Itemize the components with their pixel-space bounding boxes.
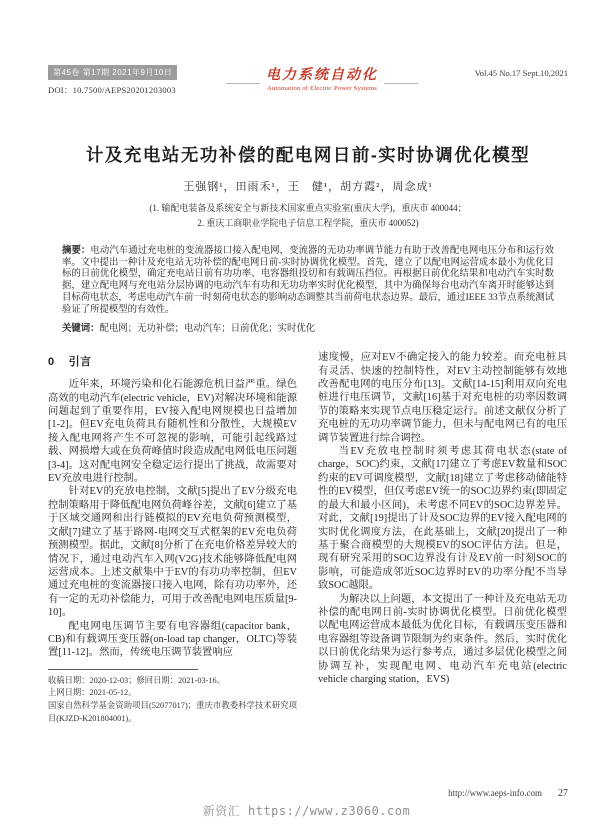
journal-header xyxy=(48,62,568,96)
issue-info-box: 第45卷 第17期 2021年9月10日 xyxy=(48,65,177,80)
journal-logo xyxy=(260,64,384,92)
keywords-text: 配电网；无功补偿；电动汽车；日前优化；实时优化 xyxy=(99,324,316,335)
abstract-text: 电动汽车通过充电桩的变流器接口接入配电网，变流器的无功功率调节能力有助于改善配电网电压分布和运行效率。文中提出一种计及充电站无功补偿的配电网日前-实时协调优化模型。首先，建立了以配电网运营成本最小为优化目标的日前优化模型，确定充电站日前有功功率、电容器组投切和有载调压挡位。再根据日前优化结果和电动汽车实时数据，建立配电网与充电站分层协调的电动汽车有功和无功功率实时优化模型，其中为确保每台电动汽车离开时能够达到目标荷电状态，考虑电动汽车前一时刻荷电状态的影响动态调整其当前荷电状态边界。最后，通过IEEE 33节点系统测试验证了所提模型的有效性。 xyxy=(62,246,554,315)
left-column xyxy=(48,351,297,725)
paragraph: 速度慢，应对EV不确定接入的能力较差。而充电桩具有灵活、快速的控制特性，对EV主动控制能够有效地改善配电网的电压分布[13]。文献[14-15]利用双向充电桩进行电压调节，文献[16]基于对充电桩的功率因数调节的策略来实现节点电压稳定运行。前述文献仅分析了充电桩的无功功率调节能力，但未与配电网已有的电压调节装置进行综合调控。 xyxy=(318,352,567,444)
affiliation-1: (1. 输配电装备及系统安全与新技术国家重点实验室(重庆大学)，重庆市 400044； xyxy=(149,203,467,213)
journal-name-cn: 电力系统自动化 xyxy=(266,68,378,83)
paragraph: 针对EV的充放电控制，文献[5]提出了EV分级充电控制策略用于降低配电网负荷峰谷差，文献[6]建立了基于区域交通网和出行链模拟的EV充电负荷预测模型，文献[7]建立了基于路网-电网交互式框架的EV充电负荷预测模型。据此，文献[8]分析了在充电价格差异较大的情况下，通过电动汽车入网(V2G)技术能够降低配电网运营成本。上述文献集中于EV的有功功率控制，但EV通过充电桩的变流器接口接入电网，除有功功率外，还有一定的无功补偿能力，可用于改善配电网电压质量[9-10]。 xyxy=(48,486,297,619)
right-column xyxy=(318,351,567,725)
footnote-online-date: 上网日期：2021-05-12。 xyxy=(48,688,137,698)
author-line: 王强钢¹，田雨禾¹，王 健¹，胡方霞²，周念成¹ xyxy=(183,181,433,193)
affiliations xyxy=(48,201,568,231)
paragraph: 配电网电压调节主要有电容器组(capacitor bank，CB)和有载调压变压器(on-load tap changer，OLTC)等装置[11-12]。然而，传统电压调节装置响应 xyxy=(48,620,297,659)
paragraph: 为解决以上问题，本文提出了一种计及充电站无功补偿的配电网日前-实时协调优化模型。日前优化模型以配电网运营成本最低为优化目标，有载调压变压器和电容器组等设备调节限制为约束条件。然后，实时优化以日前优化结果为运行参考点，通过多层优化模型之间协调互补，实现配电网、电动汽车充电站(electric vehicle charging station，EVS) xyxy=(318,593,567,685)
page-title: 计及充电站无功补偿的配电网日前-实时协调优化模型 xyxy=(85,145,531,165)
footnote-received-date: 收稿日期：2020-12-03；修回日期：2021-03-16。 xyxy=(48,675,225,685)
section-heading-intro xyxy=(48,353,297,369)
footnote-block xyxy=(48,669,297,725)
header-rule-right xyxy=(384,83,418,84)
body-columns xyxy=(48,351,568,725)
journal-name-en: Automation of Electric Power Systems xyxy=(266,85,378,92)
affiliation-2: 2. 重庆工商职业学院电子信息工程学院，重庆市 400052) xyxy=(197,218,419,228)
section-title: 引言 xyxy=(68,356,92,369)
paragraph: 当EV充放电控制时须考虑其荷电状态(state of charge，SOC)约束，文献[17]建立了考虑EV数量和SOC约束的EV可调度模型，文献[18]建立了考虑移动储能特性的EV模型，但仅考虑EV统一的SOC边界约束(即固定的最大和最小区间)，未考虑不同EV的SOC边界差异。对此，文献[19]提出了计及SOC边界的EV接入配电网的实时优化调度方法，在此基础上，文献[20]提出了一种基于聚合商模型的大规模EV的SOC评估方法。但是，现有研究采用的SOC边界没有计及EV前一时刻SOC的影响，可能造成邻近SOC边界时EV的功率分配不当导致SOC越限。 xyxy=(318,446,567,592)
page-footer xyxy=(448,788,568,799)
header-rule-left xyxy=(226,83,260,84)
footnote-funding: 国家自然科学基金资助项目(52077017)；重庆市教委科学技术研究项目(KJZD-K201804001)。 xyxy=(48,700,297,723)
watermark-text: 新资汇 https://www.z3060.com xyxy=(202,804,411,818)
paragraph: 近年来，环境污染和化石能源危机日益严重。绿色高效的电动汽车(electric vehicle，EV)对解决环境和能源问题起到了重要作用，EV接入配电网规模也日益增加[1-2]。但EV充电负荷具有随机性和分散性，大规模EV接入配电网将产生不可忽视的影响，可能引起线路过载、网损增大或在负荷峰值时段造成配电网低电压问题[3-4]。这对配电网安全稳定运行提出了挑战，故需要对EV充放电进行控制。 xyxy=(48,379,297,485)
doi-text: DOI：10.7500/AEPS20201203003 xyxy=(48,85,176,95)
abstract xyxy=(48,244,568,316)
keywords-label: 关键词： xyxy=(62,322,100,334)
abstract-label: 摘要： xyxy=(62,244,91,255)
footnote-rule xyxy=(48,669,198,670)
volume-info: Vol.45 No.17 Sept.10,2021 xyxy=(474,68,568,78)
header-center xyxy=(226,62,418,92)
header-left xyxy=(48,62,226,96)
keywords xyxy=(48,321,568,336)
footer-url: http://www.aeps-info.com xyxy=(448,788,542,798)
page-number: 27 xyxy=(558,788,568,799)
section-number: 0 xyxy=(48,356,55,369)
